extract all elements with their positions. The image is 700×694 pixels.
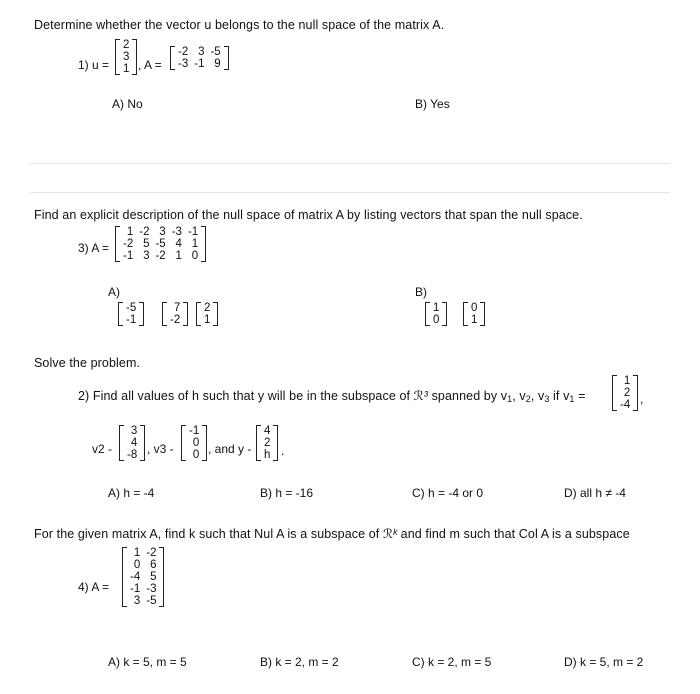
subscript: 1 — [507, 394, 513, 404]
matrix-entry: 1 — [133, 547, 141, 559]
matrix-row — [186, 425, 202, 437]
matrix-row — [468, 314, 480, 326]
matrix-grid — [123, 302, 139, 326]
matrix-entry: -5 — [210, 46, 221, 58]
matrix-entry: 4 — [264, 425, 271, 437]
matrix-entry: -1 — [126, 314, 137, 326]
matrix-entry: -5 — [155, 238, 166, 250]
bracket-right — [480, 302, 485, 326]
problem-2-text-a: 2) Find all values of h such that y will be in the subspace of — [78, 389, 411, 403]
p3-a-vector-2 — [162, 302, 188, 326]
matrix-row — [124, 425, 140, 437]
bracket-left — [122, 547, 127, 607]
matrix-grid — [261, 425, 273, 461]
matrix-entry: -4 — [620, 399, 631, 411]
divider — [30, 163, 670, 164]
matrix-entry: 5 — [150, 571, 157, 583]
p4-option-b: B) k = 2, m = 2 — [260, 655, 339, 669]
matrix-a-p1 — [170, 46, 229, 70]
vector-v3 — [181, 425, 207, 461]
matrix-entry: 3 — [123, 51, 130, 63]
matrix-row — [617, 399, 633, 411]
v3-label: , v3 - — [147, 442, 174, 456]
p3-option-b-label: B) — [415, 285, 427, 299]
problem-4-label: 4) A = — [78, 580, 110, 594]
matrix-entry: -2 — [123, 238, 134, 250]
matrix-row — [127, 595, 159, 607]
matrix-row — [120, 226, 201, 238]
matrix-entry: -1 — [187, 226, 199, 238]
matrix-row — [124, 449, 140, 461]
bracket-left — [118, 302, 123, 326]
matrix-entry: -2 — [139, 226, 150, 238]
matrix-row — [120, 39, 132, 51]
rk-symbol: ℛᵏ — [382, 527, 398, 541]
matrix-entry: -2 — [146, 547, 157, 559]
bracket-left — [612, 375, 617, 411]
matrix-entry: h — [264, 449, 271, 461]
matrix-row — [124, 437, 140, 449]
matrix-entry: 0 — [192, 449, 200, 461]
bracket-right — [442, 302, 447, 326]
problem-4-text-a: For the given matrix A, find k such that Nul A is a subspace of — [34, 527, 380, 541]
matrix-row — [617, 375, 633, 387]
matrix-row — [261, 425, 273, 437]
matrix-row — [186, 449, 202, 461]
matrix-row — [201, 302, 213, 314]
vector-v1 — [612, 375, 638, 411]
matrix-row — [201, 314, 213, 326]
p4-option-c: C) k = 2, m = 5 — [412, 655, 492, 669]
problem-2-text — [78, 388, 586, 404]
bracket-right — [213, 302, 218, 326]
matrix-row — [261, 449, 273, 461]
bracket-left — [119, 425, 124, 461]
matrix-entry: 2 — [623, 387, 631, 399]
p2-option-c: C) h = -4 or 0 — [412, 486, 484, 500]
bracket-left — [256, 425, 261, 461]
matrix-entry: 0 — [433, 314, 440, 326]
matrix-entry: 9 — [214, 58, 221, 70]
p2-option-b: B) h = -16 — [260, 486, 314, 500]
matrix-entry: 3 — [198, 46, 205, 58]
matrix-grid — [167, 302, 183, 326]
matrix-entry: -5 — [146, 595, 157, 607]
matrix-entry: 1 — [123, 63, 130, 75]
problem-3-instruction: Find an explicit description of the null space of matrix A by listing vectors that span the null space. — [34, 208, 583, 222]
matrix-entry: -1 — [123, 250, 134, 262]
matrix-a-p3 — [115, 226, 206, 262]
matrix-entry: 2 — [264, 437, 271, 449]
matrix-row — [120, 51, 132, 63]
matrix-entry: 1 — [191, 238, 199, 250]
vector-y — [256, 425, 278, 461]
matrix-row — [175, 58, 224, 70]
matrix-entry: -1 — [130, 583, 141, 595]
matrix-a-label: , A = — [138, 58, 162, 72]
matrix-row — [186, 437, 202, 449]
matrix-entry: 1 — [204, 314, 211, 326]
matrix-row — [167, 314, 183, 326]
problem-2-text-c: if v — [553, 389, 570, 403]
matrix-grid — [120, 39, 132, 75]
matrix-grid — [175, 46, 224, 70]
matrix-entry: 4 — [175, 238, 182, 250]
p1-option-b: B) Yes — [415, 97, 450, 111]
p3-b-vector-2 — [463, 302, 485, 326]
matrix-row — [120, 250, 201, 262]
subscript: 1 — [569, 394, 575, 404]
bracket-right — [202, 425, 207, 461]
subscript: 3 — [544, 394, 550, 404]
v2-label: v2 - — [92, 442, 113, 456]
matrix-row — [123, 314, 139, 326]
matrix-entry: 1 — [471, 314, 478, 326]
matrix-grid — [186, 425, 202, 461]
p4-option-a: A) k = 5, m = 5 — [108, 655, 187, 669]
matrix-entry: 7 — [173, 302, 181, 314]
matrix-entry: 6 — [150, 559, 157, 571]
matrix-row — [127, 571, 159, 583]
problem-1-instruction: Determine whether the vector u belongs to the null space of the matrix A. — [34, 18, 445, 32]
problem-1-u-label: 1) u = — [78, 58, 110, 72]
bracket-right — [183, 302, 188, 326]
matrix-entry: -3 — [146, 583, 157, 595]
matrix-row — [127, 559, 159, 571]
matrix-grid — [124, 425, 140, 461]
r3-symbol: ℛ³ — [413, 389, 428, 403]
matrix-row — [167, 302, 183, 314]
matrix-a-p4 — [122, 547, 164, 607]
matrix-row — [261, 437, 273, 449]
matrix-entry: -1 — [189, 425, 200, 437]
matrix-entry: 4 — [130, 437, 138, 449]
matrix-entry: 1 — [126, 226, 134, 238]
period: . — [281, 444, 285, 458]
bracket-left — [196, 302, 201, 326]
matrix-grid — [127, 547, 159, 607]
matrix-entry: -2 — [170, 314, 181, 326]
matrix-grid — [120, 226, 201, 262]
matrix-entry: 5 — [143, 238, 150, 250]
matrix-entry: 3 — [143, 250, 150, 262]
bracket-right — [132, 39, 137, 75]
matrix-entry: 2 — [123, 39, 130, 51]
p2-option-a: A) h = -4 — [108, 486, 155, 500]
matrix-entry: 1 — [433, 302, 440, 314]
matrix-row — [120, 238, 201, 250]
bracket-right — [273, 425, 278, 461]
comma: , v — [530, 389, 545, 403]
problem-4-instruction — [34, 526, 630, 541]
matrix-entry: 3 — [133, 595, 141, 607]
matrix-entry: -5 — [126, 302, 137, 314]
p1-option-a: A) No — [112, 97, 143, 111]
matrix-row — [430, 302, 442, 314]
matrix-entry: -4 — [130, 571, 141, 583]
matrix-row — [468, 302, 480, 314]
comma: , v — [512, 389, 526, 403]
problem-2-text-b: spanned by v — [431, 389, 508, 403]
matrix-entry: 3 — [130, 425, 138, 437]
matrix-grid — [617, 375, 633, 411]
problem-4-text-b: and find m such that Col A is a subspace — [400, 527, 630, 541]
bracket-right — [159, 547, 164, 607]
matrix-grid — [468, 302, 480, 326]
matrix-grid — [201, 302, 213, 326]
comma: , — [640, 392, 644, 406]
matrix-entry: -3 — [178, 58, 189, 70]
p3-option-a-label: A) — [108, 285, 120, 299]
bracket-right — [201, 226, 206, 262]
bracket-left — [425, 302, 430, 326]
bracket-right — [139, 302, 144, 326]
equals: = — [578, 389, 586, 403]
divider — [30, 192, 670, 193]
bracket-left — [115, 39, 120, 75]
y-label: , and y - — [208, 442, 252, 456]
subscript: 2 — [525, 394, 531, 404]
matrix-entry: 1 — [623, 375, 631, 387]
matrix-entry: 1 — [175, 250, 182, 262]
matrix-entry: 0 — [192, 437, 200, 449]
vector-u — [115, 39, 137, 75]
matrix-entry: 3 — [159, 226, 166, 238]
problem-3-label: 3) A = — [78, 241, 110, 255]
bracket-right — [633, 375, 638, 411]
p2-option-d: D) all h ≠ -4 — [564, 486, 626, 500]
bracket-left — [162, 302, 167, 326]
matrix-row — [617, 387, 633, 399]
matrix-row — [127, 583, 159, 595]
p3-b-vector-1 — [425, 302, 447, 326]
matrix-grid — [430, 302, 442, 326]
matrix-entry: -8 — [127, 449, 138, 461]
section-heading: Solve the problem. — [34, 356, 141, 370]
matrix-entry: -3 — [171, 226, 182, 238]
bracket-right — [224, 46, 229, 70]
matrix-row — [120, 63, 132, 75]
matrix-entry: -2 — [178, 46, 189, 58]
bracket-left — [181, 425, 186, 461]
matrix-entry: 0 — [191, 250, 199, 262]
matrix-row — [127, 547, 159, 559]
matrix-entry: 2 — [204, 302, 211, 314]
bracket-left — [170, 46, 175, 70]
matrix-entry: -1 — [194, 58, 205, 70]
matrix-entry: 0 — [471, 302, 478, 314]
bracket-right — [140, 425, 145, 461]
bracket-left — [115, 226, 120, 262]
p4-option-d: D) k = 5, m = 2 — [564, 655, 644, 669]
p3-a-vector-3 — [196, 302, 218, 326]
matrix-row — [123, 302, 139, 314]
bracket-left — [463, 302, 468, 326]
vector-v2 — [119, 425, 145, 461]
matrix-entry: -2 — [155, 250, 166, 262]
matrix-row — [430, 314, 442, 326]
matrix-row — [175, 46, 224, 58]
p3-a-vector-1 — [118, 302, 144, 326]
matrix-entry: 0 — [133, 559, 141, 571]
